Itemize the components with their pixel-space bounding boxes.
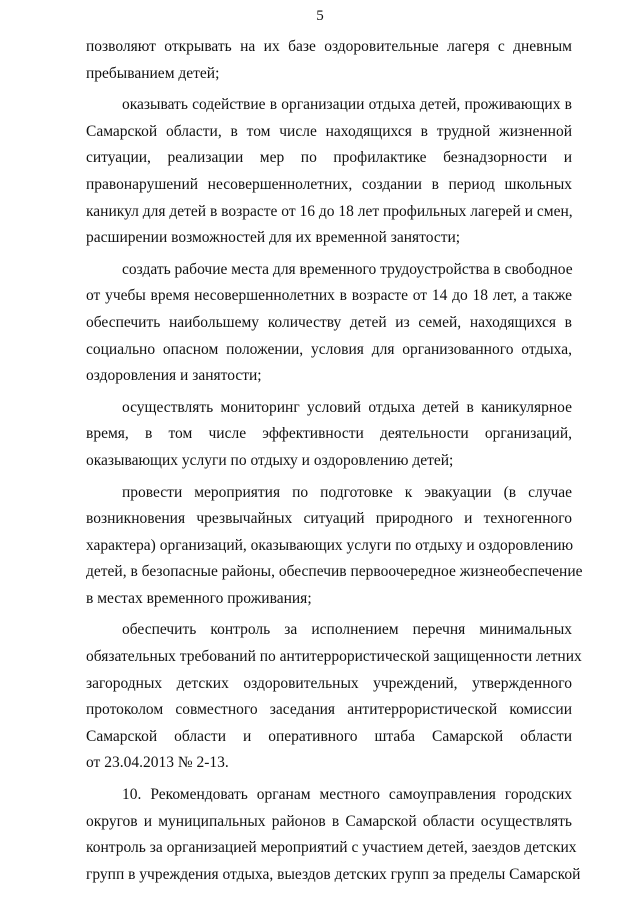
document-body bbox=[86, 34, 583, 888]
paragraph bbox=[86, 782, 581, 888]
text-line: каникул для детей в возрасте от 16 до 18 лет профильных лагерей и смен, bbox=[86, 202, 573, 220]
text-line: обязательных требований по антитеррористической защищенности летних bbox=[86, 648, 582, 666]
text-line: Самарской области, в том числе находящихся в трудной жизненной bbox=[86, 122, 572, 140]
text-line: обеспечить контроль за исполнением перечня минимальных bbox=[122, 621, 572, 639]
text-line: групп в учреждения отдыха, выездов детских групп за пределы Самарской bbox=[86, 865, 581, 883]
text-line: протоколом совместного заседания антитеррористической комиссии bbox=[86, 701, 572, 719]
text-line: ситуации, реализации мер по профилактике безнадзорности и bbox=[86, 149, 572, 167]
text-line: пребыванием детей; bbox=[86, 64, 220, 82]
text-line: от учебы время несовершеннолетних в возрасте от 14 до 18 лет, а также bbox=[86, 287, 572, 305]
text-line: время, в том числе эффективности деятельности организаций, bbox=[86, 425, 572, 443]
paragraph bbox=[86, 395, 572, 475]
text-line: оказывающих услуги по отдыху и оздоровлению детей; bbox=[86, 451, 454, 469]
page-number: 5 bbox=[316, 8, 324, 24]
text-line: провести мероприятия по подготовке к эвакуации (в случае bbox=[122, 483, 572, 501]
text-line: осуществлять мониторинг условий отдыха детей в каникулярное bbox=[122, 398, 572, 416]
text-line: возникновения чрезвычайных ситуаций природного и техногенного bbox=[86, 510, 572, 528]
text-line: контроль за организацией мероприятий с участием детей, заездов детских bbox=[86, 839, 577, 857]
text-line: создать рабочие места для временного трудоустройства в свободное bbox=[122, 260, 573, 278]
text-line: обеспечить наибольшему количеству детей из семей, находящихся в bbox=[86, 313, 572, 331]
text-line: оздоровления и занятости; bbox=[86, 367, 262, 385]
text-line: в местах временного проживания; bbox=[86, 589, 312, 607]
paragraph bbox=[86, 92, 572, 252]
text-line: от 23.04.2013 № 2-13. bbox=[86, 754, 229, 772]
text-line: характера) организаций, оказывающих услуги по отдыху и оздоровлению bbox=[86, 536, 574, 554]
text-line: социально опасном положении, условия для организованного отдыха, bbox=[86, 340, 572, 358]
paragraph bbox=[86, 617, 582, 777]
text-line: позволяют открывать на их базе оздоровительные лагеря с дневным bbox=[86, 38, 572, 55]
text-line: детей, в безопасные районы, обеспечив первоочередное жизнеобеспечение bbox=[86, 563, 583, 581]
text-line: правонарушений несовершеннолетних, создании в период школьных bbox=[86, 175, 572, 193]
paragraph bbox=[86, 480, 583, 613]
text-line: Самарской области и оперативного штаба Самарской области bbox=[86, 727, 572, 745]
text-line: округов и муниципальных районов в Самарской области осуществлять bbox=[86, 812, 572, 830]
text-line: загородных детских оздоровительных учреждений, утвержденного bbox=[86, 674, 572, 692]
text-line: оказывать содействие в организации отдыха детей, проживающих в bbox=[122, 96, 572, 114]
text-line: расширении возможностей для их временной занятости; bbox=[86, 229, 461, 247]
paragraph bbox=[86, 257, 572, 390]
paragraph bbox=[86, 34, 572, 87]
text-line: 10. Рекомендовать органам местного самоуправления городских bbox=[122, 786, 572, 804]
